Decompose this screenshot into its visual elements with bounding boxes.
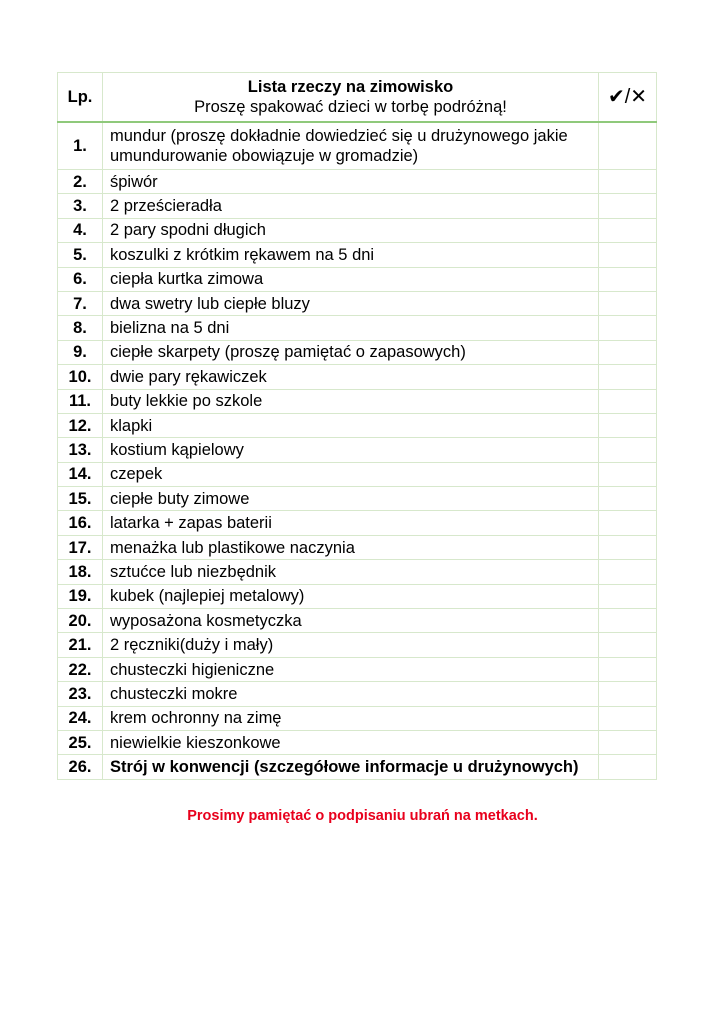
item-text: niewielkie kieszonkowe	[103, 730, 599, 754]
check-cell[interactable]	[599, 438, 657, 462]
item-number: 25.	[58, 730, 103, 754]
item-number: 21.	[58, 633, 103, 657]
item-text: 2 prześcieradła	[103, 194, 599, 218]
check-cell[interactable]	[599, 657, 657, 681]
check-cell[interactable]	[599, 194, 657, 218]
table-row	[58, 218, 657, 242]
check-cell[interactable]	[599, 584, 657, 608]
item-number: 23.	[58, 682, 103, 706]
item-number: 12.	[58, 413, 103, 437]
table-row	[58, 633, 657, 657]
item-text: krem ochronny na zimę	[103, 706, 599, 730]
item-number: 1.	[58, 122, 103, 170]
header-title-cell	[103, 73, 599, 123]
item-text: buty lekkie po szkole	[103, 389, 599, 413]
check-cell[interactable]	[599, 706, 657, 730]
check-cell[interactable]	[599, 291, 657, 315]
table-row	[58, 706, 657, 730]
item-text: mundur (proszę dokładnie dowiedzieć się u drużynowego jakie umundurowanie obowiązuje w gromadzie)	[103, 122, 599, 170]
table-row	[58, 560, 657, 584]
table-row	[58, 340, 657, 364]
item-number: 5.	[58, 243, 103, 267]
table-row	[58, 755, 657, 779]
item-number: 16.	[58, 511, 103, 535]
header-check-column: ✔/✕	[599, 73, 657, 123]
table-row	[58, 170, 657, 194]
table-row	[58, 584, 657, 608]
table-row	[58, 267, 657, 291]
item-text: ciepła kurtka zimowa	[103, 267, 599, 291]
item-number: 7.	[58, 291, 103, 315]
item-text: dwie pary rękawiczek	[103, 365, 599, 389]
check-cell[interactable]	[599, 487, 657, 511]
check-cell[interactable]	[599, 365, 657, 389]
check-cell[interactable]	[599, 730, 657, 754]
check-cell[interactable]	[599, 340, 657, 364]
check-cell[interactable]	[599, 413, 657, 437]
item-text: Strój w konwencji (szczegółowe informacje u drużynowych)	[103, 755, 599, 779]
item-number: 14.	[58, 462, 103, 486]
header-lp: Lp.	[58, 73, 103, 123]
table-header-row	[58, 73, 657, 123]
check-cell[interactable]	[599, 511, 657, 535]
table-row	[58, 487, 657, 511]
check-cell[interactable]	[599, 243, 657, 267]
list-subtitle: Proszę spakować dzieci w torbę podróżną!	[194, 98, 507, 116]
item-text: klapki	[103, 413, 599, 437]
item-text: 2 pary spodni długich	[103, 218, 599, 242]
item-number: 2.	[58, 170, 103, 194]
table-row	[58, 243, 657, 267]
table-row	[58, 438, 657, 462]
item-text: koszulki z krótkim rękawem na 5 dni	[103, 243, 599, 267]
reminder-note: Prosimy pamiętać o podpisaniu ubrań na metkach.	[187, 808, 538, 824]
table-row	[58, 609, 657, 633]
table-row	[58, 413, 657, 437]
table-row	[58, 535, 657, 559]
table-row	[58, 194, 657, 218]
item-text: dwa swetry lub ciepłe bluzy	[103, 291, 599, 315]
check-cell[interactable]	[599, 682, 657, 706]
item-number: 17.	[58, 535, 103, 559]
item-number: 19.	[58, 584, 103, 608]
item-text: 2 ręczniki(duży i mały)	[103, 633, 599, 657]
table-row	[58, 291, 657, 315]
item-number: 15.	[58, 487, 103, 511]
item-text: latarka + zapas baterii	[103, 511, 599, 535]
item-number: 3.	[58, 194, 103, 218]
item-number: 24.	[58, 706, 103, 730]
item-number: 20.	[58, 609, 103, 633]
item-text: menażka lub plastikowe naczynia	[103, 535, 599, 559]
check-cell[interactable]	[599, 170, 657, 194]
item-number: 18.	[58, 560, 103, 584]
check-cell[interactable]	[599, 218, 657, 242]
item-number: 9.	[58, 340, 103, 364]
item-number: 10.	[58, 365, 103, 389]
table-row	[58, 389, 657, 413]
list-title: Lista rzeczy na zimowisko	[247, 78, 454, 96]
item-number: 4.	[58, 218, 103, 242]
check-cell[interactable]	[599, 389, 657, 413]
item-text: czepek	[103, 462, 599, 486]
check-cell[interactable]	[599, 267, 657, 291]
item-text: bielizna na 5 dni	[103, 316, 599, 340]
item-text: kubek (najlepiej metalowy)	[103, 584, 599, 608]
item-number: 13.	[58, 438, 103, 462]
table-row	[58, 122, 657, 170]
check-cell[interactable]	[599, 560, 657, 584]
item-text: ciepłe skarpety (proszę pamiętać o zapasowych)	[103, 340, 599, 364]
item-text: chusteczki higieniczne	[103, 657, 599, 681]
item-number: 6.	[58, 267, 103, 291]
item-number: 22.	[58, 657, 103, 681]
item-text: ciepłe buty zimowe	[103, 487, 599, 511]
check-cell[interactable]	[599, 316, 657, 340]
item-text: kostium kąpielowy	[103, 438, 599, 462]
check-cell[interactable]	[599, 609, 657, 633]
table-row	[58, 316, 657, 340]
table-row	[58, 682, 657, 706]
table-row	[58, 657, 657, 681]
table-row	[58, 462, 657, 486]
item-text: wyposażona kosmetyczka	[103, 609, 599, 633]
table-row	[58, 730, 657, 754]
item-text: sztućce lub niezbędnik	[103, 560, 599, 584]
check-cell[interactable]	[599, 755, 657, 779]
check-cell[interactable]	[599, 633, 657, 657]
table-row	[58, 511, 657, 535]
item-number: 8.	[58, 316, 103, 340]
item-number: 26.	[58, 755, 103, 779]
item-text: śpiwór	[103, 170, 599, 194]
item-text: chusteczki mokre	[103, 682, 599, 706]
check-cell[interactable]	[599, 462, 657, 486]
table-row	[58, 365, 657, 389]
table-body	[58, 122, 657, 779]
packing-list-table	[57, 72, 657, 780]
check-cell[interactable]	[599, 535, 657, 559]
check-cell[interactable]	[599, 122, 657, 170]
item-number: 11.	[58, 389, 103, 413]
